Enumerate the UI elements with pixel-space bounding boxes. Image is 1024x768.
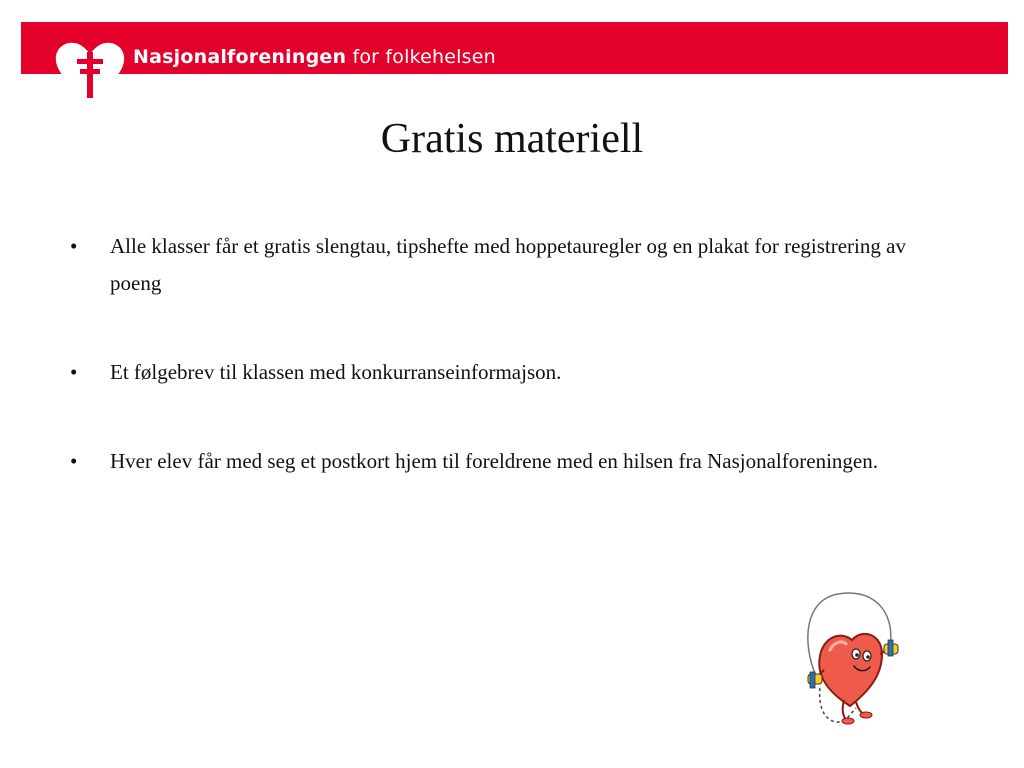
bullet-text: Alle klasser får et gratis slengtau, tipshefte med hoppetauregler og en plakat for registrering av poeng	[110, 234, 906, 295]
jumping-heart-mascot-icon	[798, 588, 904, 728]
bullet-item	[70, 354, 950, 391]
bullet-item	[70, 228, 950, 302]
bullet-list	[70, 228, 950, 480]
slide-title: Gratis materiell	[380, 116, 644, 162]
bullet-symbol: •	[70, 234, 78, 258]
organization-name-rest: for folkehelsen	[346, 46, 496, 68]
organization-name-bold: Nasjonalforeningen	[133, 46, 347, 68]
bullet-text: Hver elev får med seg et postkort hjem til foreldrene med en hilsen fra Nasjonalforeningen.	[110, 449, 878, 473]
organization-name	[133, 42, 496, 72]
bullet-text: Et følgebrev til klassen med konkurranseinformajson.	[110, 360, 562, 384]
bullet-item	[70, 443, 950, 480]
bullet-symbol: •	[70, 449, 78, 473]
bullet-symbol: •	[70, 360, 78, 384]
heart-cross-logo-icon	[50, 40, 130, 102]
